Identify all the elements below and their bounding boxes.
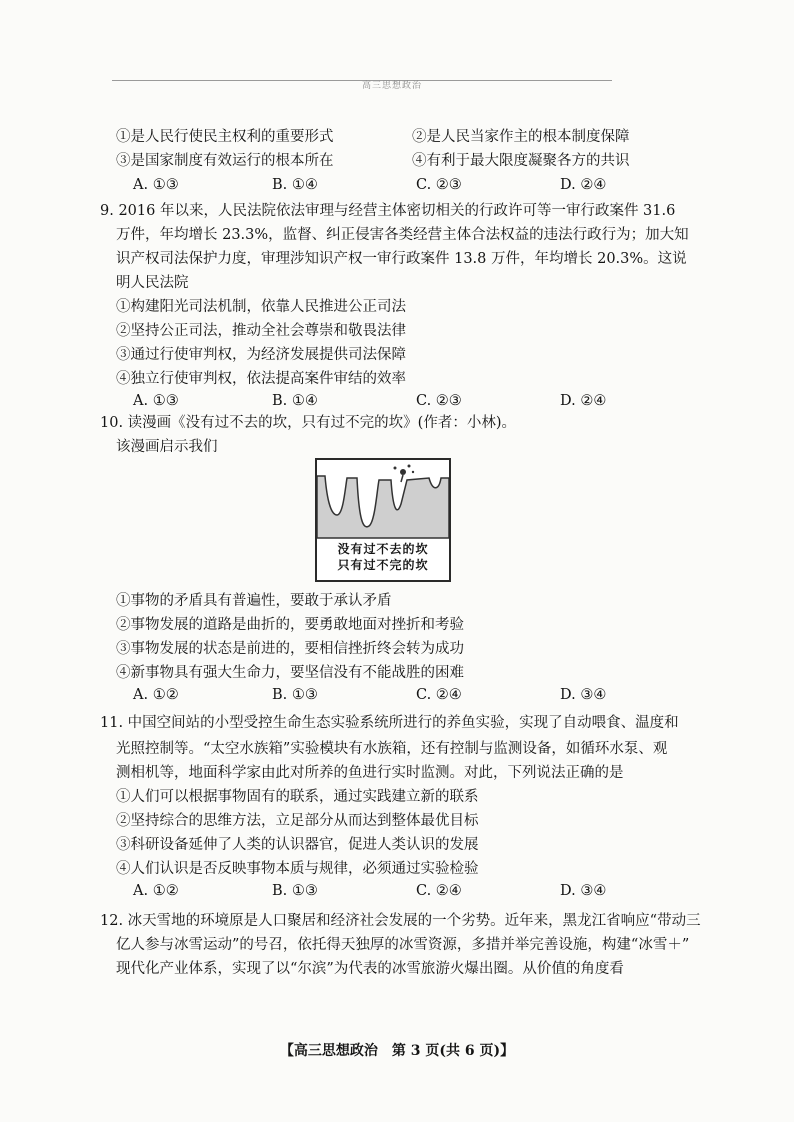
q11-option-a[interactable]: A. ①② [133,883,179,899]
q9-stem-line-2: 万件，年均增长 23.3%，监督、纠正侵害各类经营主体合法权益的违法行政行为；加大知 [116,227,689,243]
cartoon-caption-1: 没有过不去的坎 [337,542,429,556]
q11-stem-line-3: 测相机等，地面科学家由此对所养的鱼进行实时监测。对此，下列说法正确的是 [116,765,624,781]
q9-statement-4: ④独立行使审判权，依法提高案件审结的效率 [116,371,406,387]
q10-statement-3: ③事物发展的状态是前进的，要相信挫折终会转为成功 [116,641,464,657]
header-mark: 高三思想政治 [362,81,423,91]
q10-statement-1: ①事物的矛盾具有普遍性，要敢于承认矛盾 [116,593,392,609]
q9-stem-line-3: 识产权司法保护力度，审理涉知识产权一审行政案件 13.8 万件，年均增长 20.3%。这说 [116,251,687,267]
q11-stem-line-2: 光照控制等。“太空水族箱”实验模块有水族箱，还有控制与监测设备，如循环水泵、观 [116,741,668,757]
q9-option-d[interactable]: D. ②④ [560,393,607,409]
q10-option-a[interactable]: A. ①② [133,687,179,703]
q9-option-b[interactable]: B. ①④ [272,393,318,409]
q8-option-d[interactable]: D. ②④ [560,177,607,193]
q9-statement-3: ③通过行使审判权，为经济发展提供司法保障 [116,347,406,363]
page-footer: 【高三思想政治 第 3 页(共 6 页)】 [279,1043,515,1059]
q11-option-c[interactable]: C. ②④ [416,883,462,899]
q10-option-b[interactable]: B. ①③ [272,687,318,703]
q10-stem-line-2: 该漫画启示我们 [116,439,218,455]
q12-stem-line-1: 12. 冰天雪地的环境原是人口聚居和经济社会发展的一个劣势。近年来，黑龙江省响应“带动三 [100,913,701,929]
q11-stem-line-1: 11. 中国空间站的小型受控生命生态实验系统所进行的养鱼实验，实现了自动喂食、温度和 [100,715,679,731]
q8-statement-1: ①是人民行使民主权利的重要形式 [116,129,334,145]
cartoon-image [315,458,451,582]
q12-stem-line-2: 亿人参与冰雪运动”的号召，依托得天独厚的冰雪资源，多措并举完善设施，构建“冰雪＋” [116,937,690,953]
q9-option-a[interactable]: A. ①③ [133,393,179,409]
cartoon-caption-2: 只有过不完的坎 [337,558,429,572]
q10-option-d[interactable]: D. ③④ [560,687,607,703]
q11-option-b[interactable]: B. ①③ [272,883,318,899]
q10-statement-4: ④新事物具有强大生命力，要坚信没有不能战胜的困难 [116,665,464,681]
q9-statement-2: ②坚持公正司法，推动全社会尊崇和敬畏法律 [116,323,406,339]
q8-statement-2: ②是人民当家作主的根本制度保障 [412,129,630,145]
q8-option-a[interactable]: A. ①③ [133,177,179,193]
q8-option-c[interactable]: C. ②③ [416,177,462,193]
q11-option-d[interactable]: D. ③④ [560,883,607,899]
q11-statement-2: ②坚持综合的思维方法，立足部分从而达到整体最优目标 [116,813,479,829]
q8-statement-3: ③是国家制度有效运行的根本所在 [116,153,334,169]
q8-option-b[interactable]: B. ①④ [272,177,318,193]
q8-statement-4: ④有利于最大限度凝聚各方的共识 [412,153,630,169]
q9-stem-line-1: 9. 2016 年以来，人民法院依法审理与经营主体密切相关的行政许可等一审行政案件 31.6 [100,203,676,219]
q10-statement-2: ②事物发展的道路是曲折的，要勇敢地面对挫折和考验 [116,617,464,633]
q12-stem-line-3: 现代化产业体系，实现了以“尔滨”为代表的冰雪旅游火爆出圈。从价值的角度看 [116,961,624,977]
q9-statement-1: ①构建阳光司法机制，依靠人民推进公正司法 [116,299,406,315]
q9-stem-line-4: 明人民法院 [116,275,189,291]
q10-stem-line-1: 10. 读漫画《没有过不去的坎，只有过不完的坎》(作者：小林)。 [100,415,516,431]
q11-statement-3: ③科研设备延伸了人类的认识器官，促进人类认识的发展 [116,837,479,853]
q11-statement-1: ①人们可以根据事物固有的联系，通过实践建立新的联系 [116,789,479,805]
q11-statement-4: ④人们认识是否反映事物本质与规律，必须通过实验检验 [116,861,479,877]
q9-option-c[interactable]: C. ②③ [416,393,462,409]
q10-option-c[interactable]: C. ②④ [416,687,462,703]
